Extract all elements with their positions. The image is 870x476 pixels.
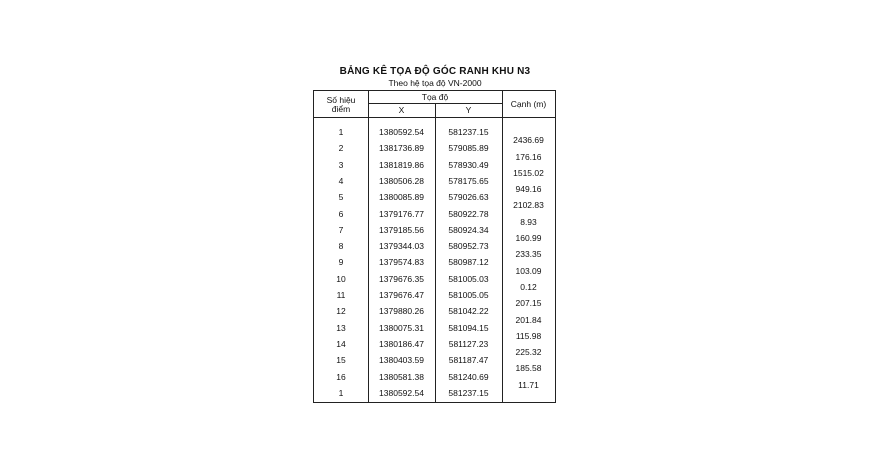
cell-y: 581005.05 [448, 290, 489, 300]
cell-point-id: 10 [336, 273, 346, 284]
cell-y: 581237.15 [448, 387, 489, 398]
cell-edge-length: 185.58 [515, 363, 542, 374]
cell-y: 578175.65 [448, 175, 489, 186]
cell-y: 581187.47 [448, 355, 489, 366]
header-toa-do: Tọa độ [421, 92, 449, 102]
cell-y: 580987.12 [448, 257, 489, 268]
cell-edge-length: 201.84 [515, 314, 542, 325]
cell-x: 1379676.47 [379, 290, 424, 300]
cell-y: 580922.78 [448, 208, 489, 219]
cell-y: 580924.34 [448, 224, 489, 235]
cell-x: 1380186.47 [379, 338, 424, 349]
header-bottom-line [314, 117, 555, 118]
cell-point-id: 12 [336, 306, 346, 317]
cell-edge-length: 207.15 [515, 298, 542, 309]
cell-y: 578930.49 [448, 159, 489, 170]
cell-y: 579026.63 [448, 192, 489, 203]
cell-x: 1381736.89 [379, 143, 424, 154]
table-title: BẢNG KÊ TỌA ĐỘ GÓC RANH KHU N3 [339, 66, 531, 77]
cell-edge-length: 0.12 [520, 281, 537, 292]
cell-y: 580952.73 [448, 241, 489, 252]
cell-x: 1380085.89 [379, 192, 424, 203]
cell-edge-length: 103.09 [515, 265, 542, 276]
cell-edge-length: 2436.69 [513, 135, 544, 146]
cell-point-id: 15 [336, 355, 346, 366]
cell-point-id: 13 [336, 322, 346, 333]
cell-y: 581240.69 [448, 371, 489, 382]
cell-edge-length: 949.16 [515, 184, 542, 195]
cell-point-id: 6 [338, 208, 344, 219]
cell-edge-length: 2102.83 [513, 200, 544, 211]
cell-point-id: 1 [338, 127, 344, 137]
cell-point-id: 9 [338, 257, 344, 268]
cell-x: 1379176.77 [379, 208, 424, 219]
cell-point-id: 5 [338, 192, 344, 203]
cell-y: 581237.15 [448, 127, 489, 137]
cell-edge-length: 8.93 [520, 216, 537, 227]
cell-y: 581127.23 [448, 338, 489, 349]
cell-edge-length: 1515.02 [513, 167, 544, 178]
cell-x: 1380592.54 [379, 387, 424, 398]
cell-edge-length: 115.98 [515, 330, 542, 341]
cell-edge-length: 11.71 [518, 379, 539, 390]
cell-point-id: 11 [336, 290, 346, 300]
cell-y: 579085.89 [448, 143, 489, 154]
cell-x: 1379676.35 [379, 273, 424, 284]
cell-edge-length: 225.32 [515, 347, 542, 358]
cell-point-id: 3 [338, 159, 344, 170]
header-subdivider [368, 103, 502, 104]
header-x: X [398, 105, 405, 115]
cell-edge-length: 233.35 [515, 249, 542, 260]
cell-x: 1379344.03 [379, 241, 424, 252]
cell-x: 1380581.38 [379, 371, 424, 382]
header-so-hieu-1: Số hiệu [326, 95, 356, 105]
cell-point-id: 7 [338, 224, 344, 235]
cell-x: 1380403.59 [379, 355, 424, 366]
header-canh: Cạnh (m) [510, 99, 547, 109]
cell-x: 1380592.54 [379, 127, 424, 137]
header-so-hieu-2: điểm [331, 104, 351, 114]
cell-y: 581042.22 [448, 306, 489, 317]
cell-x: 1379185.56 [379, 224, 424, 235]
header-y: Y [465, 105, 472, 115]
cell-point-id: 2 [338, 143, 344, 154]
cell-x: 1379574.83 [379, 257, 424, 268]
cell-point-id: 8 [338, 241, 344, 252]
cell-x: 1379880.26 [379, 306, 424, 317]
cell-point-id: 4 [338, 175, 344, 186]
cell-x: 1381819.86 [379, 159, 424, 170]
table-subtitle: Theo hệ tọa độ VN-2000 [388, 78, 482, 88]
cell-x: 1380075.31 [379, 322, 424, 333]
cell-point-id: 1 [338, 387, 344, 398]
cell-point-id: 16 [336, 371, 346, 382]
cell-edge-length: 176.16 [515, 151, 542, 162]
cell-edge-length: 160.99 [515, 232, 542, 243]
coordinate-table [313, 90, 556, 403]
cell-y: 581005.03 [448, 273, 489, 284]
cell-y: 581094.15 [448, 322, 489, 333]
cell-point-id: 14 [336, 338, 346, 349]
cell-x: 1380506.28 [379, 175, 424, 186]
